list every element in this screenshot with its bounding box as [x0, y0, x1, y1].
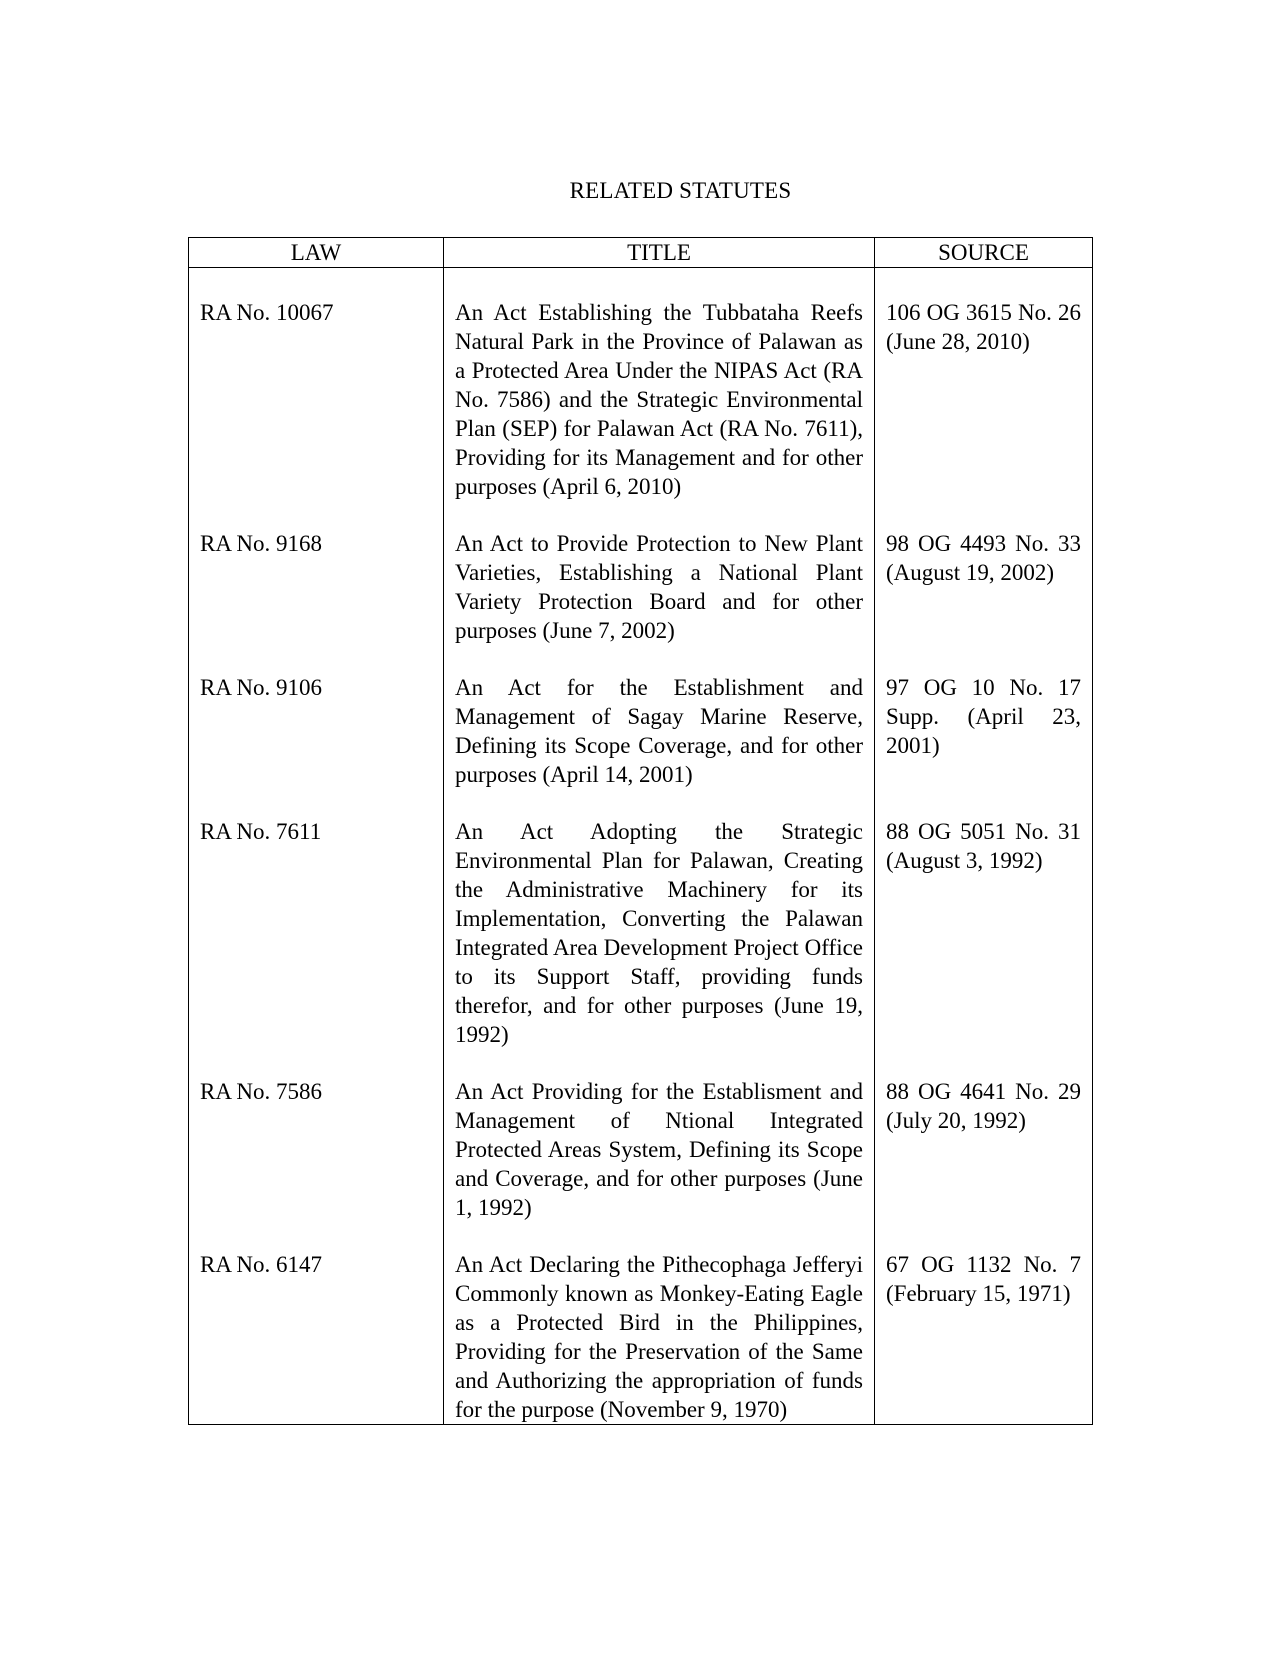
title-cell: An Act Adopting the Strategic Environmental Plan for Palawan, Creating the Administrative Machinery for its Implementation, Converting the Palawan Integrated Area Development Project Office to its Support Staff, providing funds therefor, and for other purposes (June 19, 1992) — [444, 789, 875, 1049]
table-row — [189, 268, 1093, 502]
table-row — [189, 501, 1093, 645]
table-body — [189, 268, 1093, 1425]
law-cell: RA No. 9168 — [189, 501, 444, 645]
table-row — [189, 1222, 1093, 1425]
table-row — [189, 789, 1093, 1049]
source-cell: 88 OG 5051 No. 31 (August 3, 1992) — [875, 789, 1093, 1049]
title-cell: An Act Declaring the Pithecophaga Jefferyi Commonly known as Monkey-Eating Eagle as a Protected Bird in the Philippines, Providing for the Preservation of the Same and Authorizing the appropriation of funds for the purpose (November 9, 1970) — [444, 1222, 875, 1425]
law-cell: RA No. 10067 — [189, 268, 444, 502]
law-cell: RA No. 9106 — [189, 645, 444, 789]
source-cell: 106 OG 3615 No. 26 (June 28, 2010) — [875, 268, 1093, 502]
title-cell: An Act Providing for the Establisment and Management of Ntional Integrated Protected Areas System, Defining its Scope and Coverage, and for other purposes (June 1, 1992) — [444, 1049, 875, 1222]
table-header — [189, 238, 1093, 268]
page-title: RELATED STATUTES — [569, 178, 792, 203]
law-cell: RA No. 7586 — [189, 1049, 444, 1222]
source-cell: 88 OG 4641 No. 29 (July 20, 1992) — [875, 1049, 1093, 1222]
header-row — [189, 238, 1093, 268]
title-cell: An Act Establishing the Tubbataha Reefs Natural Park in the Province of Palawan as a Protected Area Under the NIPAS Act (RA No. 7586) and the Strategic Environmental Plan (SEP) for Palawan Act (RA No. 7611), Providing for its Management and for other purposes (April 6, 2010) — [444, 268, 875, 502]
column-header-law: LAW — [189, 238, 444, 268]
title-cell: An Act to Provide Protection to New Plant Varieties, Establishing a National Plant Variety Protection Board and for other purposes (June 7, 2002) — [444, 501, 875, 645]
source-cell: 97 OG 10 No. 17 Supp. (April 23, 2001) — [875, 645, 1093, 789]
law-cell: RA No. 6147 — [189, 1222, 444, 1425]
table-row — [189, 645, 1093, 789]
title-cell: An Act for the Establishment and Management of Sagay Marine Reserve, Defining its Scope Coverage, and for other purposes (April 14, 2001) — [444, 645, 875, 789]
law-cell: RA No. 7611 — [189, 789, 444, 1049]
table-row — [189, 1049, 1093, 1222]
statutes-table — [188, 237, 1093, 1425]
source-cell: 98 OG 4493 No. 33 (August 19, 2002) — [875, 501, 1093, 645]
column-header-source: SOURCE — [875, 238, 1093, 268]
column-header-title: TITLE — [444, 238, 875, 268]
source-cell: 67 OG 1132 No. 7 (February 15, 1971) — [875, 1222, 1093, 1425]
